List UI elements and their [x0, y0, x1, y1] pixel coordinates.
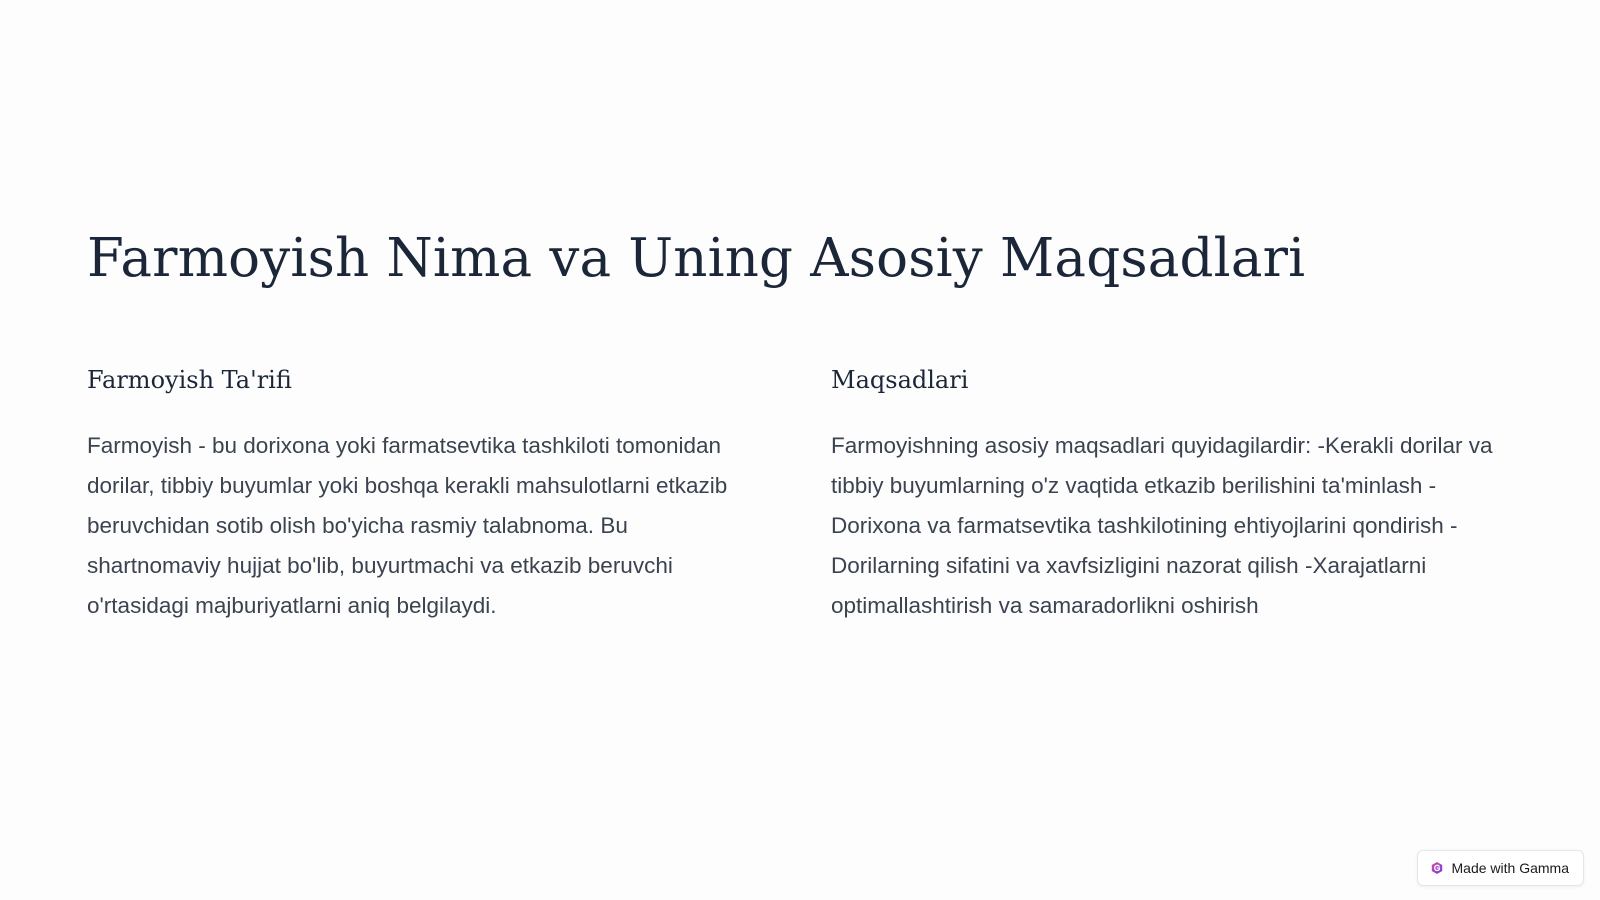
slide-title: Farmoyish Nima va Uning Asosiy Maqsadlari	[87, 228, 1306, 289]
definition-heading: Farmoyish Ta'rifi	[87, 366, 292, 394]
goals-heading: Maqsadlari	[831, 366, 969, 394]
goals-text: Farmoyishning asosiy maqsadlari quyidagilardir: -Kerakli dorilar va tibbiy buyumlarning o'z vaqtida etkazib berilishini ta'minlash -Dorixona va farmatsevtika tashkilotining ehtiyojlarini qondirish -Dorilarning sifatini va xavfsizligini nazorat qilish -Xarajatlarni optimallashtirish va samaradorlikni oshirish	[831, 433, 1493, 618]
made-with-gamma-badge[interactable]	[1417, 850, 1584, 886]
goals-column	[831, 364, 1521, 626]
definition-column	[87, 364, 767, 626]
badge-label: Made with Gamma	[1451, 860, 1569, 876]
definition-text: Farmoyish - bu dorixona yoki farmatsevtika tashkiloti tomonidan dorilar, tibbiy buyumlar yoki boshqa kerakli mahsulotlarni etkazib beruvchidan sotib olish bo'yicha rasmiy talabnoma. Bu shartnomaviy hujjat bo'lib, buyurtmachi va etkazib beruvchi o'rtasidagi majburiyatlarni aniq belgilaydi.	[87, 433, 728, 618]
gamma-logo-icon	[1430, 861, 1444, 875]
